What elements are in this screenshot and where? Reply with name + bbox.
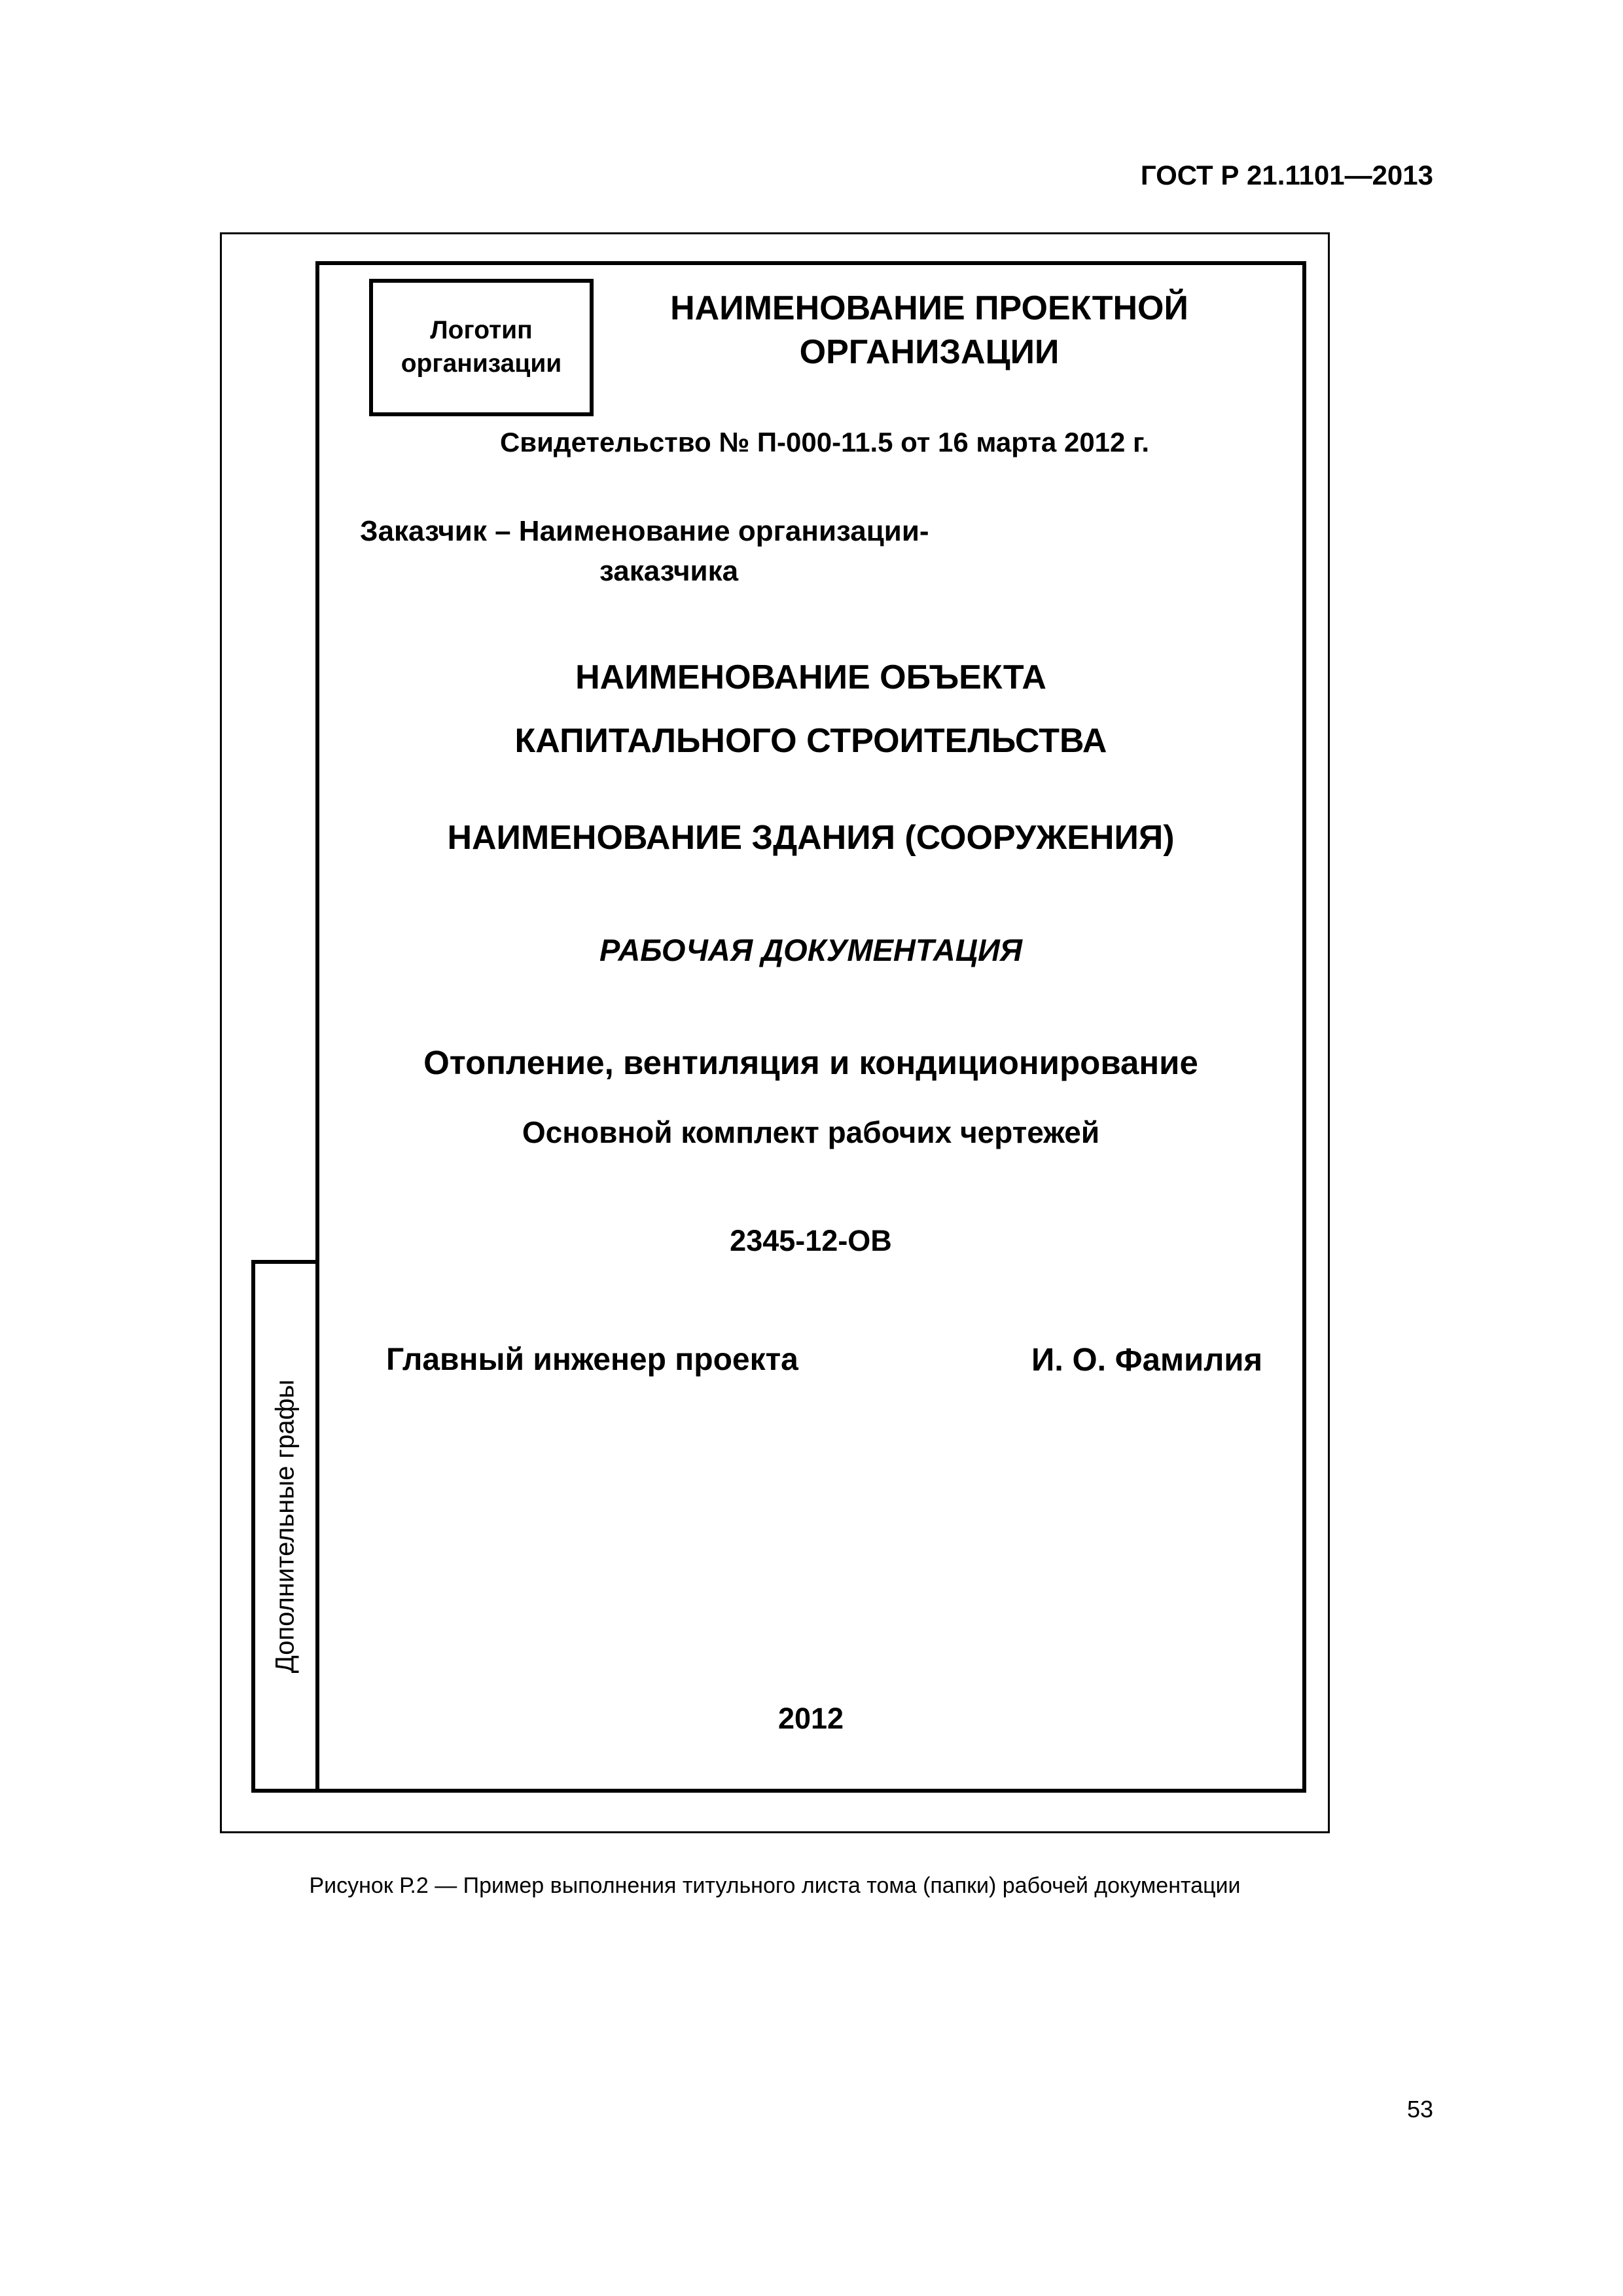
organization-name-line2: ОРГАНИЗАЦИИ	[799, 333, 1060, 372]
chief-engineer-name: И. О. Фамилия	[1031, 1342, 1263, 1378]
building-name: НАИМЕНОВАНИЕ ЗДАНИЯ (СООРУЖЕНИЯ)	[447, 819, 1175, 857]
additional-fields-label: Дополнительные графы	[270, 1379, 300, 1674]
title-sheet-frame	[315, 261, 1306, 1793]
organization-name	[602, 287, 1257, 374]
document-type: РАБОЧАЯ ДОКУМЕНТАЦИЯ	[599, 933, 1023, 967]
figure-caption: Рисунок Р.2 — Пример выполнения титульного листа тома (папки) рабочей документации	[309, 1873, 1241, 1898]
set-name: Основной комплект рабочих чертежей	[522, 1115, 1100, 1149]
section-name: Отопление, вентиляция и кондиционирование	[423, 1044, 1198, 1081]
additional-fields-box	[251, 1260, 319, 1793]
organization-name-line1: НАИМЕНОВАНИЕ ПРОЕКТНОЙ	[670, 289, 1188, 327]
object-name-line1: НАИМЕНОВАНИЕ ОБЪЕКТА	[575, 658, 1046, 696]
logo-placeholder	[369, 279, 594, 416]
designation-code: 2345-12-ОВ	[730, 1224, 892, 1257]
logo-label-line1: Логотип	[430, 316, 533, 345]
customer-line1: Заказчик – Наименование организации-	[360, 515, 929, 547]
chief-engineer-role: Главный инженер проекта	[386, 1342, 798, 1377]
certificate: Свидетельство № П-000-11.5 от 16 марта 2012 г.	[499, 427, 1150, 457]
year: 2012	[777, 1702, 844, 1735]
page-number: 53	[1406, 2096, 1433, 2123]
standard-code: ГОСТ Р 21.1101—2013	[1140, 160, 1433, 190]
object-name-line2: КАПИТАЛЬНОГО СТРОИТЕЛЬСТВА	[514, 722, 1107, 760]
logo-label-line2: организации	[401, 350, 562, 378]
customer-line2: заказчика	[599, 555, 739, 587]
